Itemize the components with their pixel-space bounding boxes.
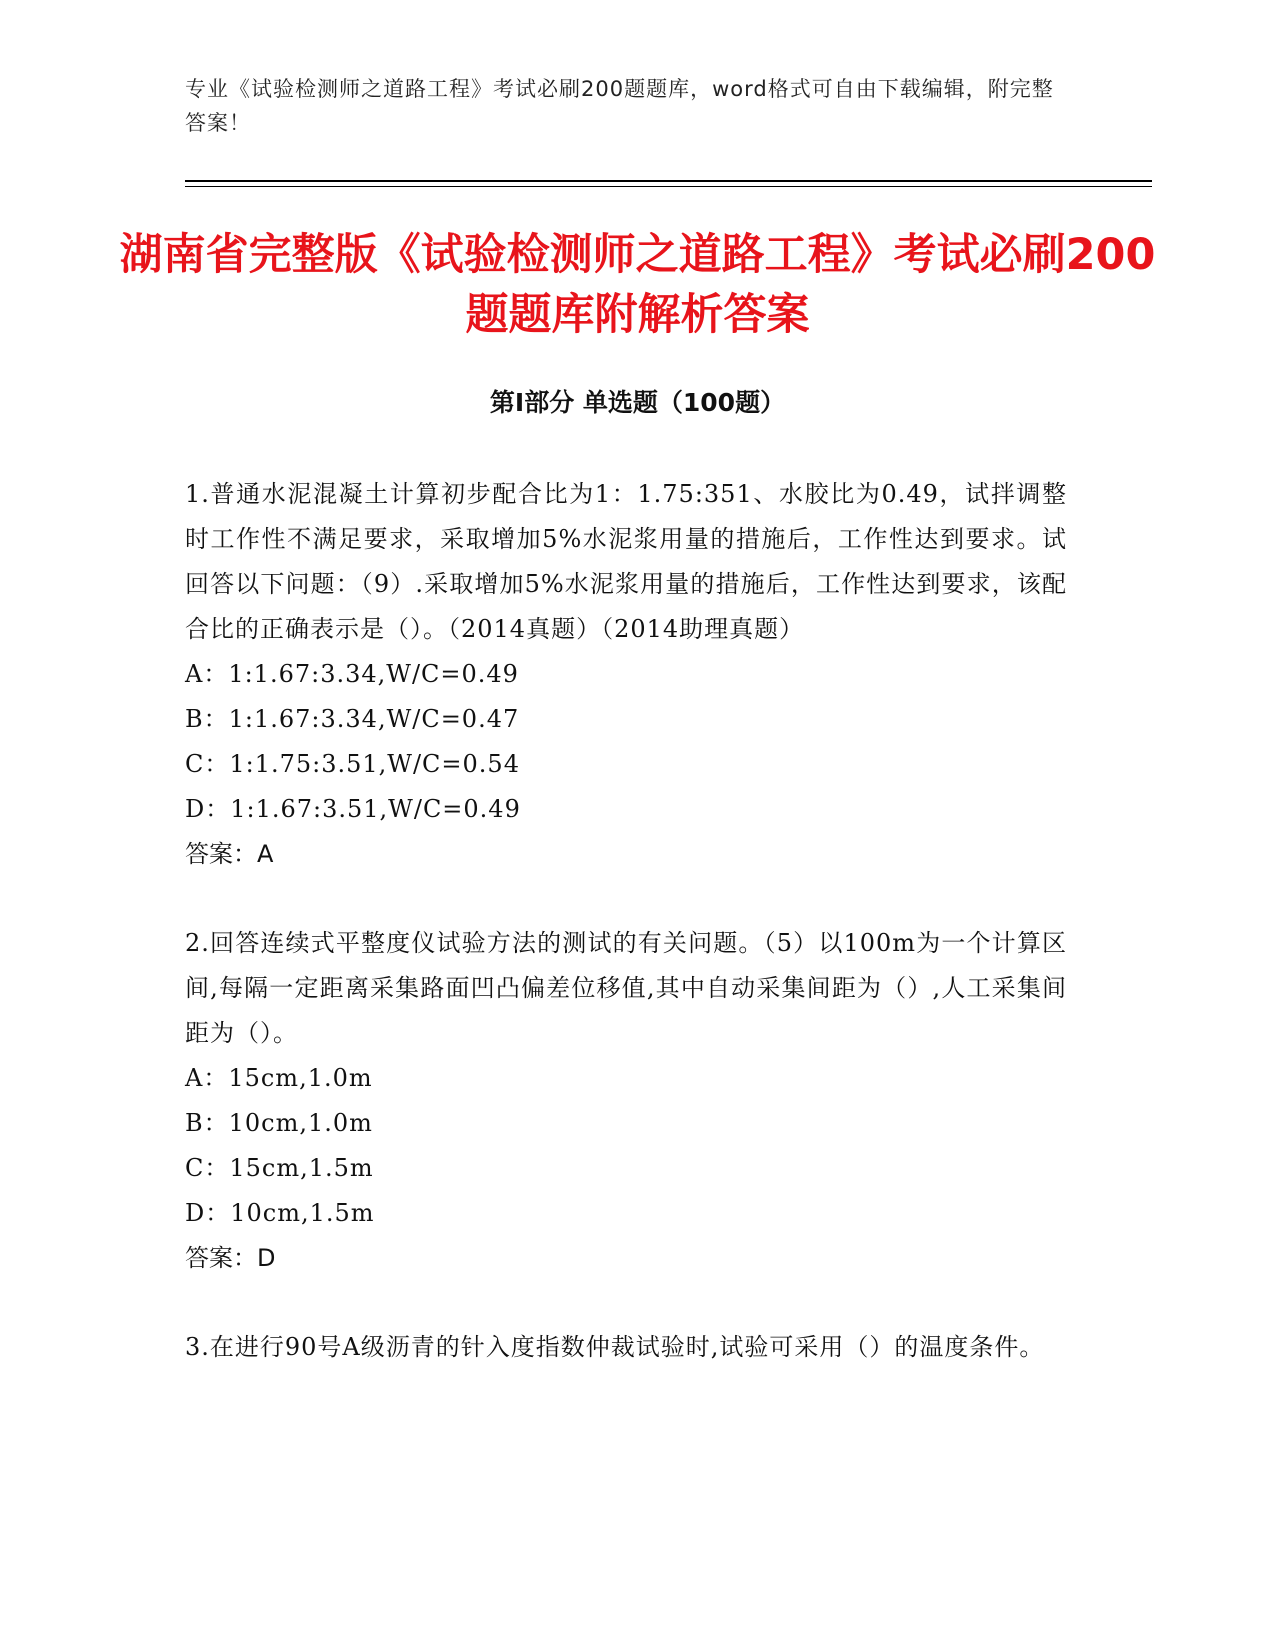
header-divider-thin [185, 186, 1152, 187]
option-b: B：1:1.67:3.34,W/C=0.47 [185, 705, 520, 733]
question-2 [185, 921, 1067, 1281]
header-note: 专业《试验检测师之道路工程》考试必刷200题题库，word格式可自由下载编辑，附完整答案！ [185, 77, 1054, 135]
document-title: 湖南省完整版《试验检测师之道路工程》考试必刷200题题库附解析答案 [119, 230, 1156, 340]
answer-text: 答案：A [185, 840, 274, 868]
question-1 [185, 472, 1067, 877]
header-divider-thick [185, 180, 1152, 182]
option-d: D：1:1.67:3.51,W/C=0.49 [185, 795, 521, 823]
option-c: C：15cm,1.5m [185, 1154, 374, 1182]
question-list [185, 472, 1067, 1414]
question-text: 1.普通水泥混凝土计算初步配合比为1：1.75:351、水胶比为0.49，试拌调整时工作性不满足要求，采取增加5%水泥浆用量的措施后，工作性达到要求。试回答以下问题：（9）.采取增加5%水泥浆用量的措施后，工作性达到要求，该配合比的正确表示是（）。（2014真题）（2014助理真题） [185, 480, 1067, 643]
option-a: A：1:1.67:3.34,W/C=0.49 [185, 660, 519, 688]
option-c: C：1:1.75:3.51,W/C=0.54 [185, 750, 520, 778]
option-d: D：10cm,1.5m [185, 1199, 375, 1227]
section-heading: 第I部分 单选题（100题） [489, 388, 786, 417]
question-text: 2.回答连续式平整度仪试验方法的测试的有关问题。（5）以100m为一个计算区间,每隔一定距离采集路面凹凸偏差位移值,其中自动采集间距为（）,人工采集间距为（）。 [185, 929, 1067, 1047]
option-a: A：15cm,1.0m [185, 1064, 373, 1092]
option-b: B：10cm,1.0m [185, 1109, 373, 1137]
question-text: 3.在进行90号A级沥青的针入度指数仲裁试验时,试验可采用（）的温度条件。 [185, 1333, 1045, 1361]
answer-text: 答案：D [185, 1244, 276, 1272]
question-3 [185, 1325, 1067, 1370]
